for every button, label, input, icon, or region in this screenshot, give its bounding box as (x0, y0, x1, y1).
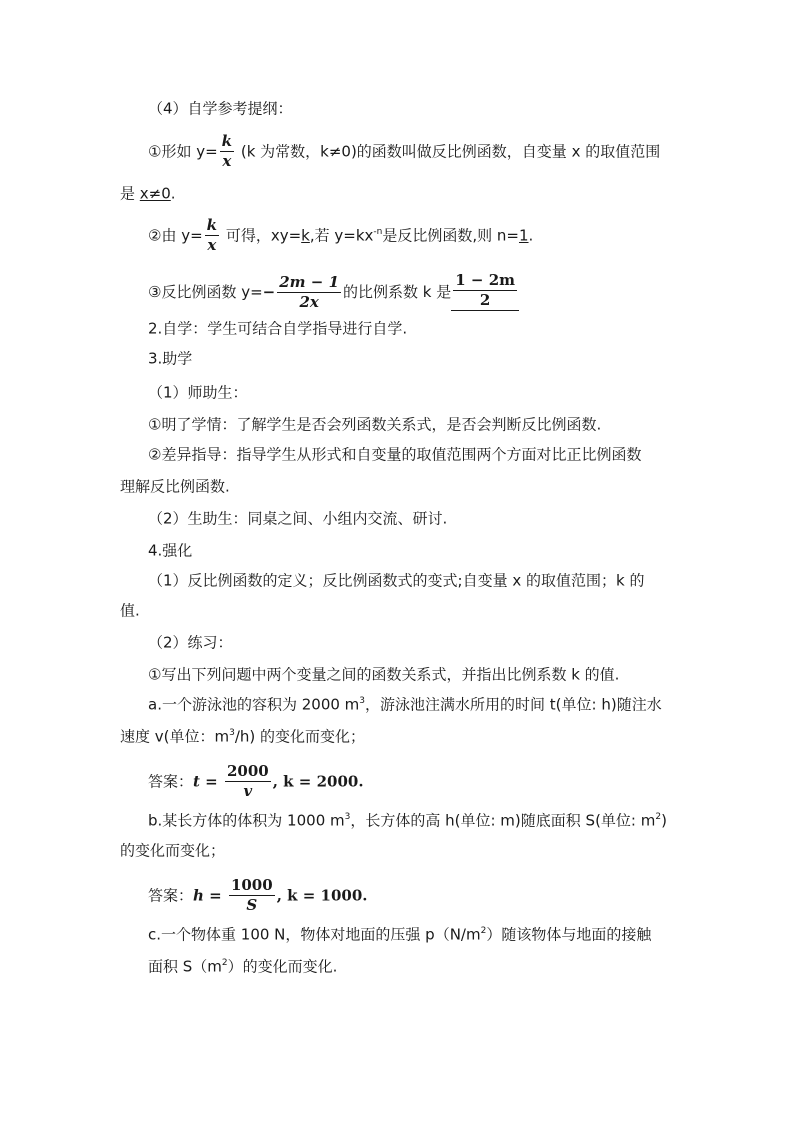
peer-help: （2）生助生：同桌之间、小组内交流、研讨. (148, 509, 448, 528)
problem-a-cont: 速度 v(单位：$m^3/h$) 的变化而变化； (120, 727, 366, 746)
difference-guidance: ②差异指导：指导学生从形式和自变量的取值范围两个方面对比正比例函数 (148, 445, 642, 464)
fraction-2m-minus-1-over-2x: $\frac{2m - 1}{2x}$ (279, 272, 340, 311)
fraction-1000-over-S: $\frac{1000}{S}$ (230, 876, 273, 914)
problem-c: c.一个物体重 100 N，物体对地面的压强 $p(N/m^2)$随该物体与地面的接触 (148, 925, 652, 944)
fraction-k-over-x-2: $\frac{k}{x}$ (206, 216, 218, 254)
heading-outline: （4）自学参考提纲： (148, 99, 293, 118)
answer-blank-coefficient (451, 273, 519, 311)
problem-c-cont: 面积 $S(m^2)$的变化而变化. (148, 957, 338, 976)
answer-blank-k: k (301, 226, 310, 245)
section-help: 3.助学 (148, 349, 193, 368)
exercise-instruction: ①写出下列问题中两个变量之间的函数关系式，并指出比例系数 k 的值. (148, 665, 620, 684)
difference-guidance-cont: 理解反比例函数. (120, 477, 230, 496)
reinforce-points-cont: 值. (120, 601, 140, 620)
coefficient-line: ③反比例函数 y=− $\frac{2m - 1}{2x}$ 的比例系数 k 是 $\frac{1 - 2m}{2}$ (148, 273, 519, 311)
answer-b: 答案：h = $\frac{1000}{S}$ , k = 1000. (148, 876, 368, 914)
exercise-heading: （2）练习： (148, 633, 233, 652)
answer-blank-n: 1 (518, 226, 529, 245)
teacher-help: （1）师助生： (148, 383, 248, 402)
fraction-2000-over-v: $\frac{2000}{v}$ (226, 762, 269, 800)
answer-blank-domain: x≠0 (139, 184, 171, 203)
self-study-line: 2.自学：学生可结合自学指导进行自学. (148, 319, 408, 338)
problem-a: a.一个游泳池的容积为 2000 $m^3$，游泳池注满水所用的时间 t(单位: h)随注水 (148, 695, 662, 714)
definition-line-cont: 是 x≠0. (120, 184, 176, 203)
problem-b-cont: 的变化而变化； (120, 841, 226, 860)
fraction-k-over-x: $\frac{k}{x}$ (221, 132, 233, 170)
section-reinforce: 4.强化 (148, 541, 193, 560)
fraction-1-minus-2m-over-2: $\frac{1 - 2m}{2}$ (455, 271, 516, 309)
problem-b: b.某长方体的体积为 1000 $m^3$，长方体的高 h(单位: m)随底面积 S(单位: $m^2$) (148, 811, 667, 830)
derivation-line: ②由 y= $\frac{k}{x}$ 可得，xy=k,若 $y=kx^{-n}$是反比例函数,则 n=1. (148, 216, 534, 254)
learning-status: ①明了学情：了解学生是否会列函数关系式，是否会判断反比例函数. (148, 415, 602, 434)
definition-line: ①形如 y= $\frac{k}{x}$ (k 为常数，k≠0)的函数叫做反比例函数，自变量 x 的取值范围 (148, 132, 661, 170)
reinforce-points: （1）反比例函数的定义；反比例函数式的变式;自变量 x 的取值范围；k 的 (148, 571, 645, 590)
answer-a: 答案：t = $\frac{2000}{v}$ , k = 2000. (148, 762, 364, 800)
